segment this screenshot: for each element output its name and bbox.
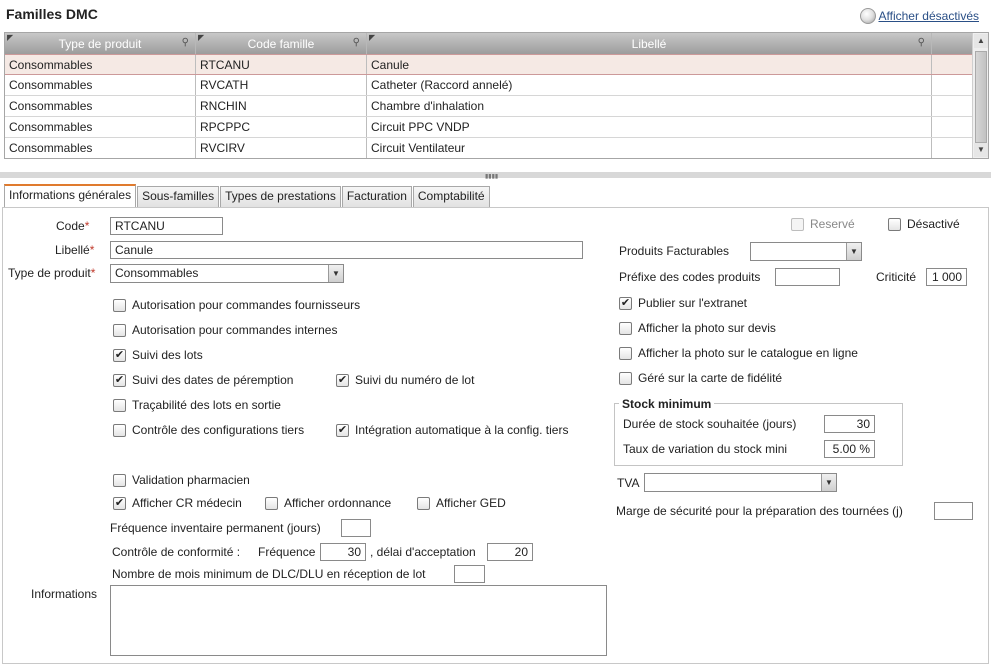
freq-inventaire-label: Fréquence inventaire permanent (jours): [110, 521, 321, 535]
produits-facturables-label: Produits Facturables: [619, 244, 730, 258]
checkbox-icon[interactable]: [265, 497, 278, 510]
chevron-down-icon[interactable]: ▼: [821, 474, 836, 491]
column-label: Code famille: [247, 36, 315, 51]
sort-icon[interactable]: ◤: [198, 33, 205, 42]
show-disabled-link[interactable]: [860, 8, 980, 24]
checkbox-label: Afficher GED: [436, 496, 506, 510]
tva-select[interactable]: [644, 473, 837, 492]
page-title: Familles DMC: [6, 6, 98, 22]
suivi-lots-checkbox[interactable]: [113, 348, 203, 362]
checkbox-label: Intégration automatique à la config. tiers: [355, 423, 569, 437]
duree-stock-field[interactable]: 30: [824, 415, 875, 433]
publier-extranet-checkbox[interactable]: [619, 296, 747, 310]
grip-icon[interactable]: ▮▮▮▮: [485, 174, 499, 180]
checkbox-icon[interactable]: [113, 324, 126, 337]
cell-extra: [932, 138, 973, 158]
freq-inventaire-field[interactable]: [341, 519, 371, 537]
cell-type-produit: Consommables: [5, 117, 196, 137]
checkbox-label: Publier sur l'extranet: [638, 296, 748, 310]
checkbox-icon[interactable]: [791, 218, 804, 231]
chevron-down-icon[interactable]: ▼: [846, 243, 861, 260]
suivi-dates-checkbox[interactable]: [113, 373, 293, 387]
checkbox-icon[interactable]: [113, 424, 126, 437]
table-row[interactable]: [5, 96, 973, 117]
tab-bar: [4, 186, 490, 207]
tab-2[interactable]: Types de prestations: [220, 186, 341, 207]
cell-libelle: Chambre d'inhalation: [367, 96, 932, 116]
table-row[interactable]: [5, 54, 973, 75]
taux-variation-field[interactable]: 5.00 %: [824, 440, 875, 458]
checkbox-icon[interactable]: ✔: [114, 496, 125, 509]
checkbox-icon[interactable]: [113, 299, 126, 312]
checkbox-label: Traçabilité des lots en sortie: [132, 398, 281, 412]
tab-3[interactable]: Facturation: [342, 186, 412, 207]
table-row[interactable]: [5, 75, 973, 96]
cell-code-famille: RVCATH: [196, 75, 367, 95]
cell-code-famille: RPCPPC: [196, 117, 367, 137]
dlc-label: Nombre de mois minimum de DLC/DLU en réception de lot: [112, 567, 426, 581]
desactive-checkbox[interactable]: [888, 217, 960, 231]
checkbox-label: Autorisation pour commandes fournisseurs: [132, 298, 361, 312]
code-field[interactable]: RTCANU: [110, 217, 223, 235]
column-code-famille[interactable]: [196, 33, 367, 54]
sort-icon[interactable]: ◤: [369, 33, 376, 42]
cell-code-famille: RVCIRV: [196, 138, 367, 158]
table-row[interactable]: [5, 138, 973, 159]
informations-label: Informations: [31, 587, 98, 601]
marge-securite-label: Marge de sécurité pour la préparation des tournées (j): [616, 504, 903, 518]
checkbox-label: Suivi des dates de péremption: [132, 373, 294, 387]
checkbox-icon[interactable]: [113, 399, 126, 412]
auth-fournisseurs-checkbox[interactable]: [113, 298, 360, 312]
checkbox-label: Suivi du numéro de lot: [355, 373, 475, 387]
reserve-checkbox[interactable]: [791, 217, 855, 231]
suivi-numero-checkbox[interactable]: [336, 373, 474, 387]
checkbox-icon[interactable]: ✔: [114, 373, 125, 386]
column-extra: [932, 33, 973, 54]
scroll-down-icon[interactable]: ▼: [974, 143, 988, 157]
splitter[interactable]: [0, 172, 991, 178]
delai-label: , délai d'acceptation: [370, 545, 476, 559]
search-icon[interactable]: ⚲: [917, 37, 925, 48]
duree-stock-label: Durée de stock souhaitée (jours): [623, 417, 797, 431]
scroll-up-icon[interactable]: ▲: [974, 34, 988, 48]
chevron-down-icon[interactable]: ▼: [328, 265, 343, 282]
type-produit-select[interactable]: [110, 264, 344, 283]
cell-libelle: Circuit PPC VNDP: [367, 117, 932, 137]
type-produit-value: Consommables: [115, 266, 199, 280]
grid-body: [5, 54, 973, 159]
checkbox-label: Afficher la photo sur le catalogue en ligne: [638, 346, 858, 360]
checkbox-icon[interactable]: ✔: [114, 348, 125, 361]
radio-icon[interactable]: [860, 8, 876, 24]
prefixe-field[interactable]: [775, 268, 840, 286]
cell-code-famille: RNCHIN: [196, 96, 367, 116]
controle-config-checkbox[interactable]: [113, 423, 304, 437]
delai-field[interactable]: 20: [487, 543, 533, 561]
cell-type-produit: Consommables: [5, 96, 196, 116]
checkbox-label: Afficher la photo sur devis: [638, 321, 776, 335]
tracabilite-checkbox[interactable]: [113, 398, 281, 412]
type-produit-label: Type de produit*: [8, 266, 96, 280]
cell-libelle: Catheter (Raccord annelé): [367, 75, 932, 95]
column-label: Type de produit: [58, 36, 142, 51]
tva-value: [645, 474, 821, 491]
checkbox-label: Contrôle des configurations tiers: [132, 423, 305, 437]
dlc-field[interactable]: [454, 565, 485, 583]
tab-4[interactable]: Comptabilité: [413, 186, 490, 207]
checkbox-icon[interactable]: ✔: [337, 373, 348, 386]
afficher-cr-checkbox[interactable]: [113, 496, 242, 510]
tva-label: TVA: [617, 476, 640, 490]
search-icon[interactable]: ⚲: [181, 37, 189, 48]
produits-facturables-select[interactable]: [750, 242, 862, 261]
photo-devis-checkbox[interactable]: [619, 321, 776, 335]
checkbox-label: Géré sur la carte de fidélité: [638, 371, 783, 385]
checkbox-icon[interactable]: ✔: [620, 296, 631, 309]
checkbox-icon[interactable]: [417, 497, 430, 510]
tab-0[interactable]: Informations générales: [4, 184, 136, 207]
cell-libelle: Canule: [367, 55, 932, 74]
checkbox-label: Validation pharmacien: [132, 473, 250, 487]
photo-catalogue-checkbox[interactable]: [619, 346, 858, 360]
cell-extra: [932, 55, 973, 74]
column-type-produit[interactable]: [5, 33, 196, 54]
sort-icon[interactable]: ◤: [7, 33, 14, 42]
families-grid: [4, 32, 989, 159]
cell-type-produit: Consommables: [5, 55, 196, 74]
checkbox-icon[interactable]: ✔: [337, 423, 348, 436]
cell-libelle: Circuit Ventilateur: [367, 138, 932, 158]
cell-extra: [932, 117, 973, 137]
show-disabled-label[interactable]: Afficher désactivés: [878, 9, 979, 23]
criticite-field[interactable]: 1 000: [926, 268, 967, 286]
frequence-field[interactable]: 30: [320, 543, 366, 561]
marge-securite-field[interactable]: [934, 502, 973, 520]
checkbox-icon[interactable]: [888, 218, 901, 231]
checkbox-label: Afficher CR médecin: [132, 496, 242, 510]
cell-extra: [932, 75, 973, 95]
libelle-field[interactable]: Canule: [110, 241, 583, 259]
afficher-ordonnance-checkbox[interactable]: [265, 496, 391, 510]
checkbox-label: Afficher ordonnance: [284, 496, 392, 510]
checkbox-label: Désactivé: [907, 217, 960, 231]
conformite-label: Contrôle de conformité :: [112, 545, 241, 559]
checkbox-label: Suivi des lots: [132, 348, 203, 362]
scroll-thumb[interactable]: [975, 51, 987, 143]
checkbox-icon[interactable]: [619, 347, 632, 360]
code-label: Code*: [56, 219, 90, 233]
cell-type-produit: Consommables: [5, 75, 196, 95]
search-icon[interactable]: ⚲: [352, 37, 360, 48]
prefixe-label: Préfixe des codes produits: [619, 270, 761, 284]
stock-minimum-legend: Stock minimum: [619, 397, 714, 411]
cell-extra: [932, 96, 973, 116]
libelle-label: Libellé*: [55, 243, 95, 257]
auth-internes-checkbox[interactable]: [113, 323, 337, 337]
vertical-scrollbar[interactable]: [972, 33, 988, 158]
taux-variation-label: Taux de variation du stock mini: [623, 442, 788, 456]
cell-code-famille: RTCANU: [196, 55, 367, 74]
integration-auto-checkbox[interactable]: [336, 423, 568, 437]
informations-textarea[interactable]: [110, 585, 607, 656]
afficher-ged-checkbox[interactable]: [417, 496, 506, 510]
grid-header: [5, 33, 973, 54]
cell-type-produit: Consommables: [5, 138, 196, 158]
checkbox-icon[interactable]: [619, 372, 632, 385]
checkbox-icon[interactable]: [619, 322, 632, 335]
checkbox-label: Reservé: [810, 217, 855, 231]
produits-facturables-value: [751, 243, 846, 260]
checkbox-label: Autorisation pour commandes internes: [132, 323, 338, 337]
criticite-label: Criticité: [876, 270, 917, 284]
frequence-label: Fréquence: [258, 545, 316, 559]
validation-pharmacien-checkbox[interactable]: [113, 473, 250, 487]
fidelite-checkbox[interactable]: [619, 371, 782, 385]
column-libelle[interactable]: [367, 33, 932, 54]
table-row[interactable]: [5, 117, 973, 138]
column-label: Libellé: [631, 36, 667, 51]
tab-1[interactable]: Sous-familles: [137, 186, 219, 207]
checkbox-icon[interactable]: [113, 474, 126, 487]
